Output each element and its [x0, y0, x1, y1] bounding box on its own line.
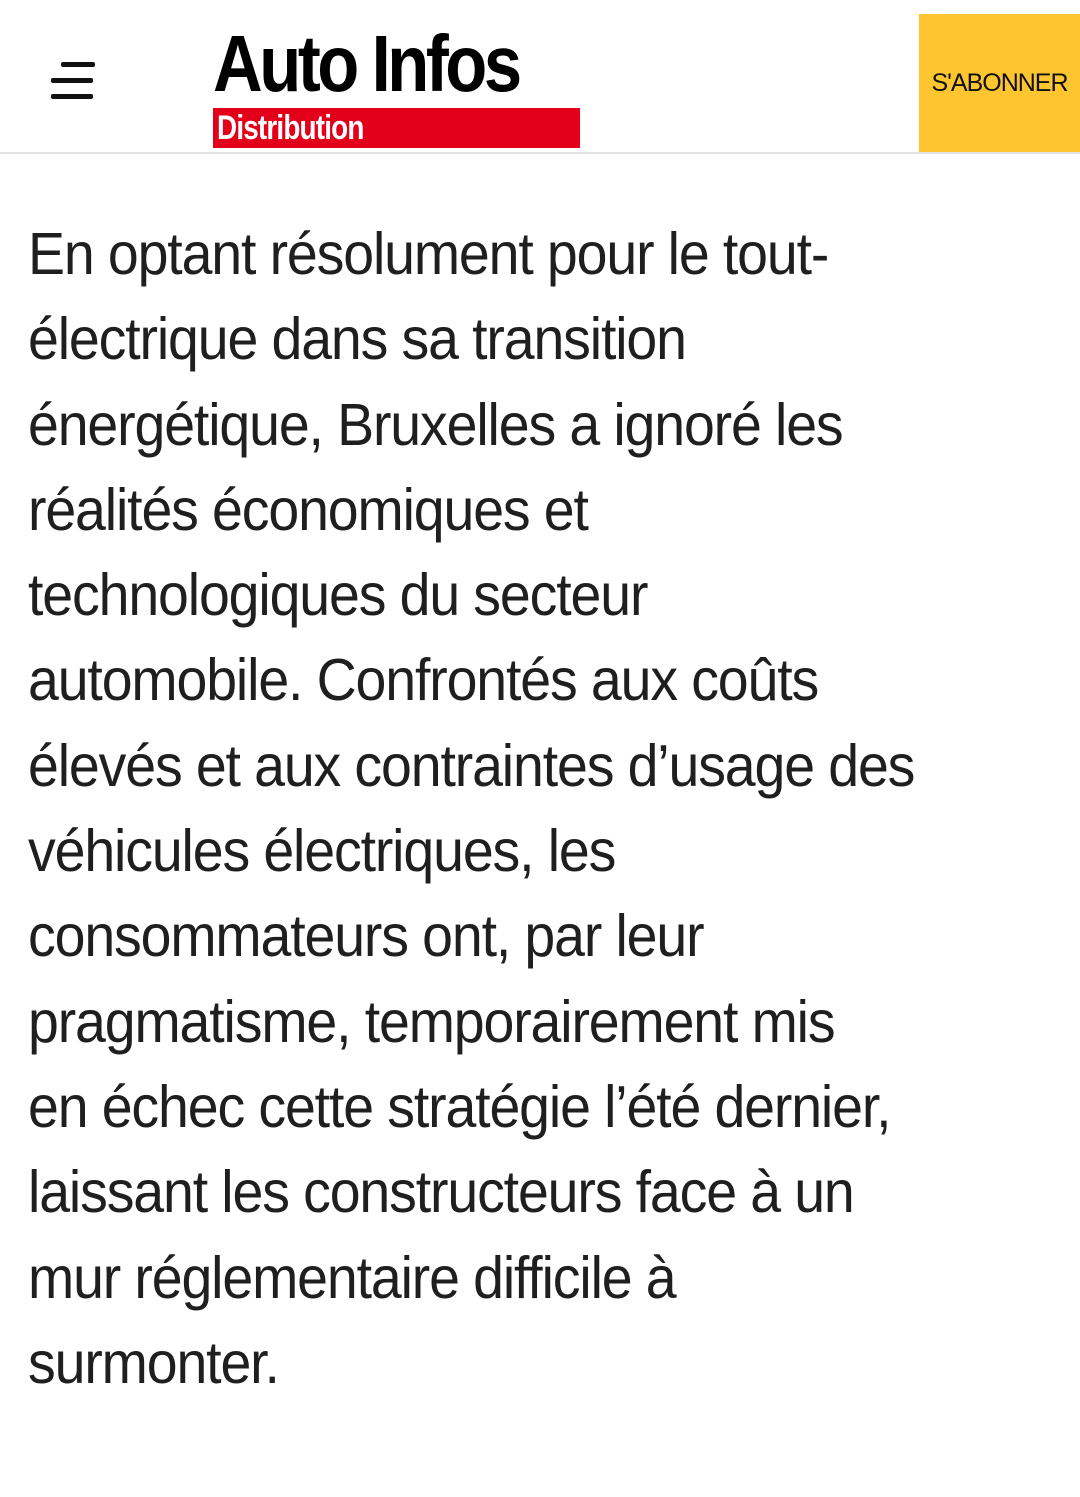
article-line: laissant les constructeurs face à un — [28, 1159, 854, 1226]
article-line: élevés et aux contraintes d’usage des — [28, 732, 915, 799]
logo-title: Auto Infos — [213, 19, 519, 108]
menu-line — [61, 62, 95, 67]
article-line: énergétique, Bruxelles a ignoré les — [28, 391, 843, 458]
subscribe-button[interactable] — [919, 14, 1080, 152]
article-line: véhicules électriques, les — [28, 818, 616, 885]
article-line: En optant résolument pour le tout- — [28, 221, 829, 287]
article-line: mur réglementaire difficile à — [28, 1244, 676, 1311]
subscribe-label: S'ABONNER — [931, 68, 1068, 97]
article-line: pragmatisme, temporairement mis — [28, 988, 835, 1055]
site-logo[interactable] — [213, 19, 581, 150]
article-paragraph — [28, 212, 1058, 1406]
menu-line — [51, 78, 93, 83]
menu-line — [51, 94, 93, 99]
logo-subtitle: Distribution — [217, 109, 364, 147]
article-line: consommateurs ont, par leur — [28, 903, 704, 970]
article-line: surmonter. — [28, 1329, 279, 1396]
hamburger-menu-icon[interactable] — [44, 56, 100, 104]
site-header — [0, 14, 1080, 154]
article-line: automobile. Confrontés aux coûts — [28, 647, 819, 714]
article-line: en échec cette stratégie l’été dernier, — [28, 1073, 891, 1140]
article-line: technologiques du secteur — [28, 562, 648, 629]
article-line: électrique dans sa transition — [28, 306, 686, 373]
article-line: réalités économiques et — [28, 476, 588, 543]
